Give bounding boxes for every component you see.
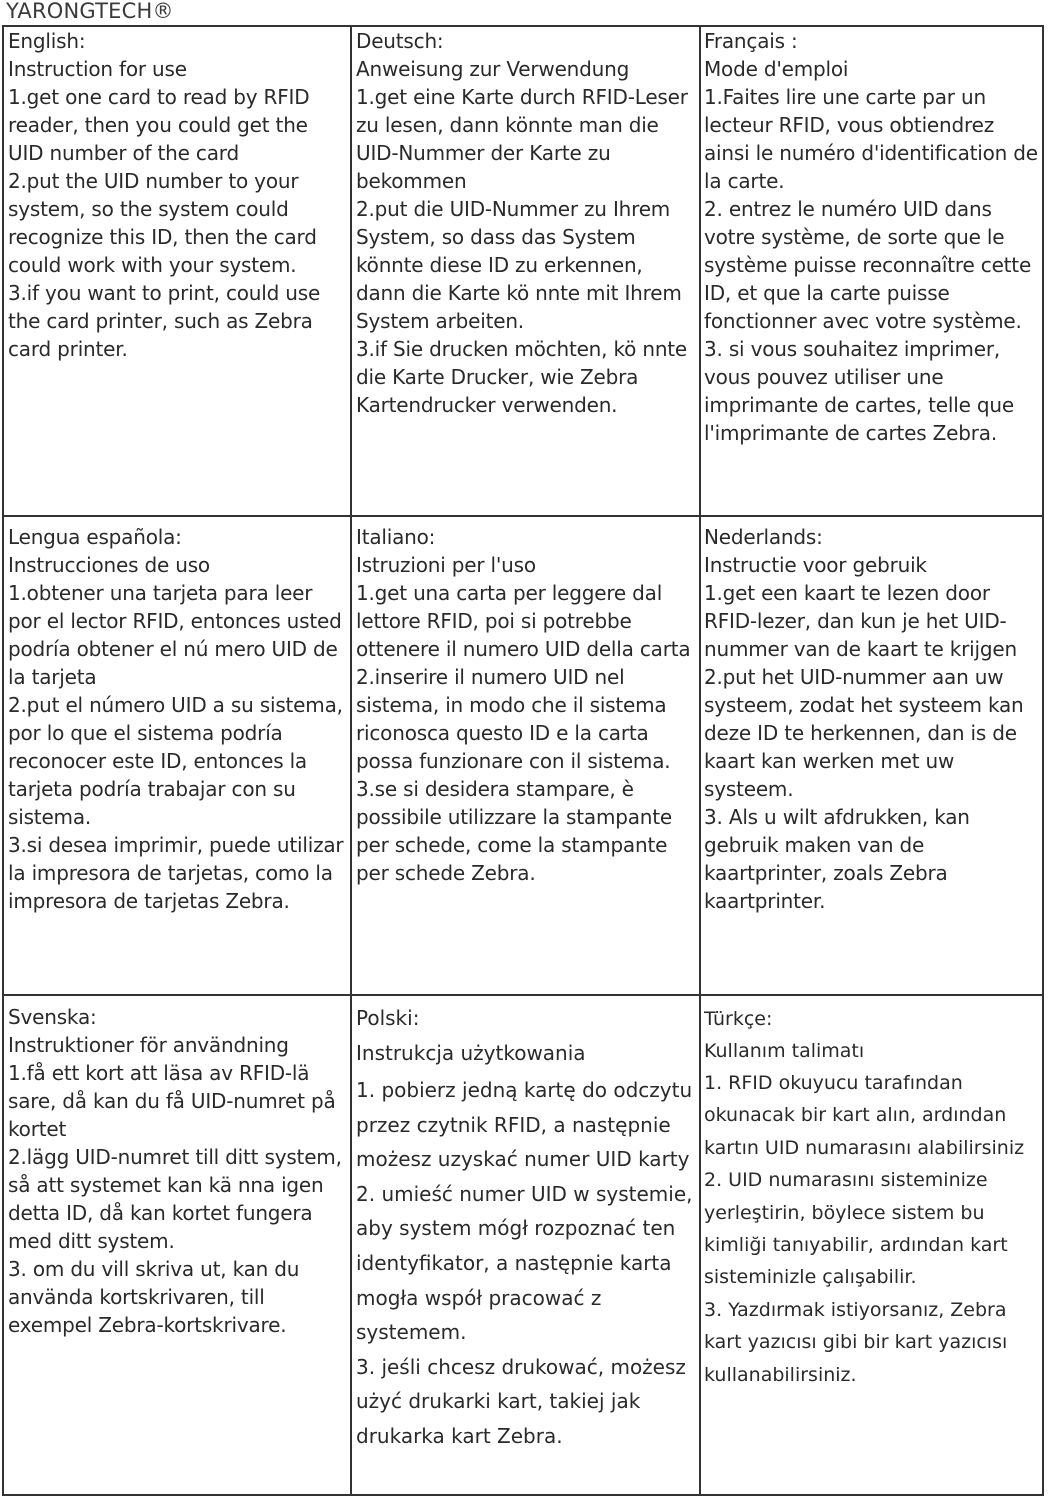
row-divider <box>4 515 1042 517</box>
cell-espanol <box>8 523 348 992</box>
row-divider <box>4 994 1042 996</box>
column-divider <box>699 27 701 1494</box>
language-label: Italiano: <box>356 525 436 549</box>
instruction-body: 1.get een kaart te lezen door RFID-lezer, dan kun je het UID-nummer van de kaart te krijgen 2.put het UID-nummer aan uw systeem, zodat het systeem kan deze ID te herkennen, dan is de kaart kan werken met uw systeem. 3. Als u wilt afdrukken, kan gebruik maken van de kaartprinter, zoals Zebra kaartprinter. <box>704 581 1024 913</box>
instruction-body: 1.obtener una tarjeta para leer por el lector RFID, entonces usted podría obtener el nú mero UID de la tarjeta 2.put el número UID a su sistema, por lo que el sistema podría reconocer este ID, entonces la tarjeta podría trabajar con su sistema. 3.si desea imprimir, puede utilizar la impresora de tarjetas, como la impresora de tarjetas Zebra. <box>8 581 344 913</box>
brand-name: YARONGTECH® <box>6 0 174 23</box>
instruction-title: Kullanım talimatı <box>704 1040 865 1062</box>
instruction-title: Instruktioner för användning <box>8 1033 289 1057</box>
instruction-title: Mode d'emploi <box>704 57 849 81</box>
language-label: Français : <box>704 29 798 53</box>
instruction-body: 1. RFID okuyucu tarafından okunacak bir kart alın, ardından kartın UID numarasını alabilirsiniz 2. UID numarasını sisteminize yerleştirin, böylece sistem bu kimliği tanıyabilir, ardından kart sisteminizle çalışabilir. 3. Yazdırmak istiyorsanız, Zebra kart yazıcısı gibi bir kart yazıcısı kullanabilirsiniz. <box>704 1072 1025 1386</box>
cell-svenska <box>8 1003 348 1493</box>
language-label: Deutsch: <box>356 29 444 53</box>
language-label: Türkçe: <box>704 1008 773 1030</box>
instruction-table <box>2 25 1044 1496</box>
cell-turkce <box>704 1003 1042 1493</box>
instruction-title: Instrucciones de uso <box>8 553 210 577</box>
language-label: Svenska: <box>8 1005 97 1029</box>
instruction-title: Instrukcja użytkowania <box>356 1041 586 1065</box>
cell-deutsch <box>356 27 697 513</box>
instruction-body: 1.get una carta per leggere dal lettore RFID, poi si potrebbe ottenere il numero UID della carta 2.inserire il numero UID nel sistema, in modo che il sistema riconosca questo ID e la carta possa funzionare con il sistema. 3.se si desidera stampare, è possibile utilizzare la stampante per schede, come la stampante per schede Zebra. <box>356 581 691 885</box>
instruction-title: Instructie voor gebruik <box>704 553 927 577</box>
instruction-body: 1.get one card to read by RFID reader, then you could get the UID number of the card 2.put the UID number to your system, so the system could recognize this ID, then the card could work with your system. 3.if you want to print, could use the card printer, such as Zebra card printer. <box>8 85 321 361</box>
cell-polski <box>356 1003 697 1493</box>
cell-nederlands <box>704 523 1042 992</box>
cell-english <box>8 27 348 513</box>
instruction-title: Istruzioni per l'uso <box>356 553 536 577</box>
language-label: Lengua española: <box>8 525 182 549</box>
instruction-body: 1. pobierz jedną kartę do odczytu przez czytnik RFID, a następnie możesz uzyskać numer UID karty 2. umieść numer UID w systemie, aby system mógł rozpoznać ten identyfikator, a następnie karta mogła współ pracować z systemem. 3. jeśli chcesz drukować, możesz użyć drukarki kart, takiej jak drukarka kart Zebra. <box>356 1078 693 1448</box>
instruction-title: Instruction for use <box>8 57 187 81</box>
instruction-body: 1.få ett kort att läsa av RFID-lä sare, då kan du få UID-numret på kortet 2.lägg UID-numret till ditt system, så att systemet kan kä nna igen detta ID, då kan kortet fungera med ditt system. 3. om du vill skriva ut, kan du använda kortskrivaren, till exempel Zebra-kortskrivare. <box>8 1061 342 1337</box>
language-label: English: <box>8 29 86 53</box>
instruction-title: Anweisung zur Verwendung <box>356 57 630 81</box>
language-label: Nederlands: <box>704 525 823 549</box>
language-label: Polski: <box>356 1006 420 1030</box>
instruction-body: 1.get eine Karte durch RFID-Leser zu lesen, dann könnte man die UID-Nummer der Karte zu bekommen 2.put die UID-Nummer zu Ihrem System, so dass das System könnte diese ID zu erkennen, dann die Karte kö nnte mit Ihrem System arbeiten. 3.if Sie drucken möchten, kö nnte die Karte Drucker, wie Zebra Kartendrucker verwenden. <box>356 85 688 417</box>
column-divider <box>350 27 352 1494</box>
cell-italiano <box>356 523 697 992</box>
cell-francais <box>704 27 1042 513</box>
instruction-body: 1.Faites lire une carte par un lecteur RFID, vous obtiendrez ainsi le numéro d'identification de la carte. 2. entrez le numéro UID dans votre système, de sorte que le système puisse reconnaître cette ID, et que la carte puisse fonctionner avec votre système. 3. si vous souhaitez imprimer, vous pouvez utiliser une imprimante de cartes, telle que l'imprimante de cartes Zebra. <box>704 85 1038 445</box>
